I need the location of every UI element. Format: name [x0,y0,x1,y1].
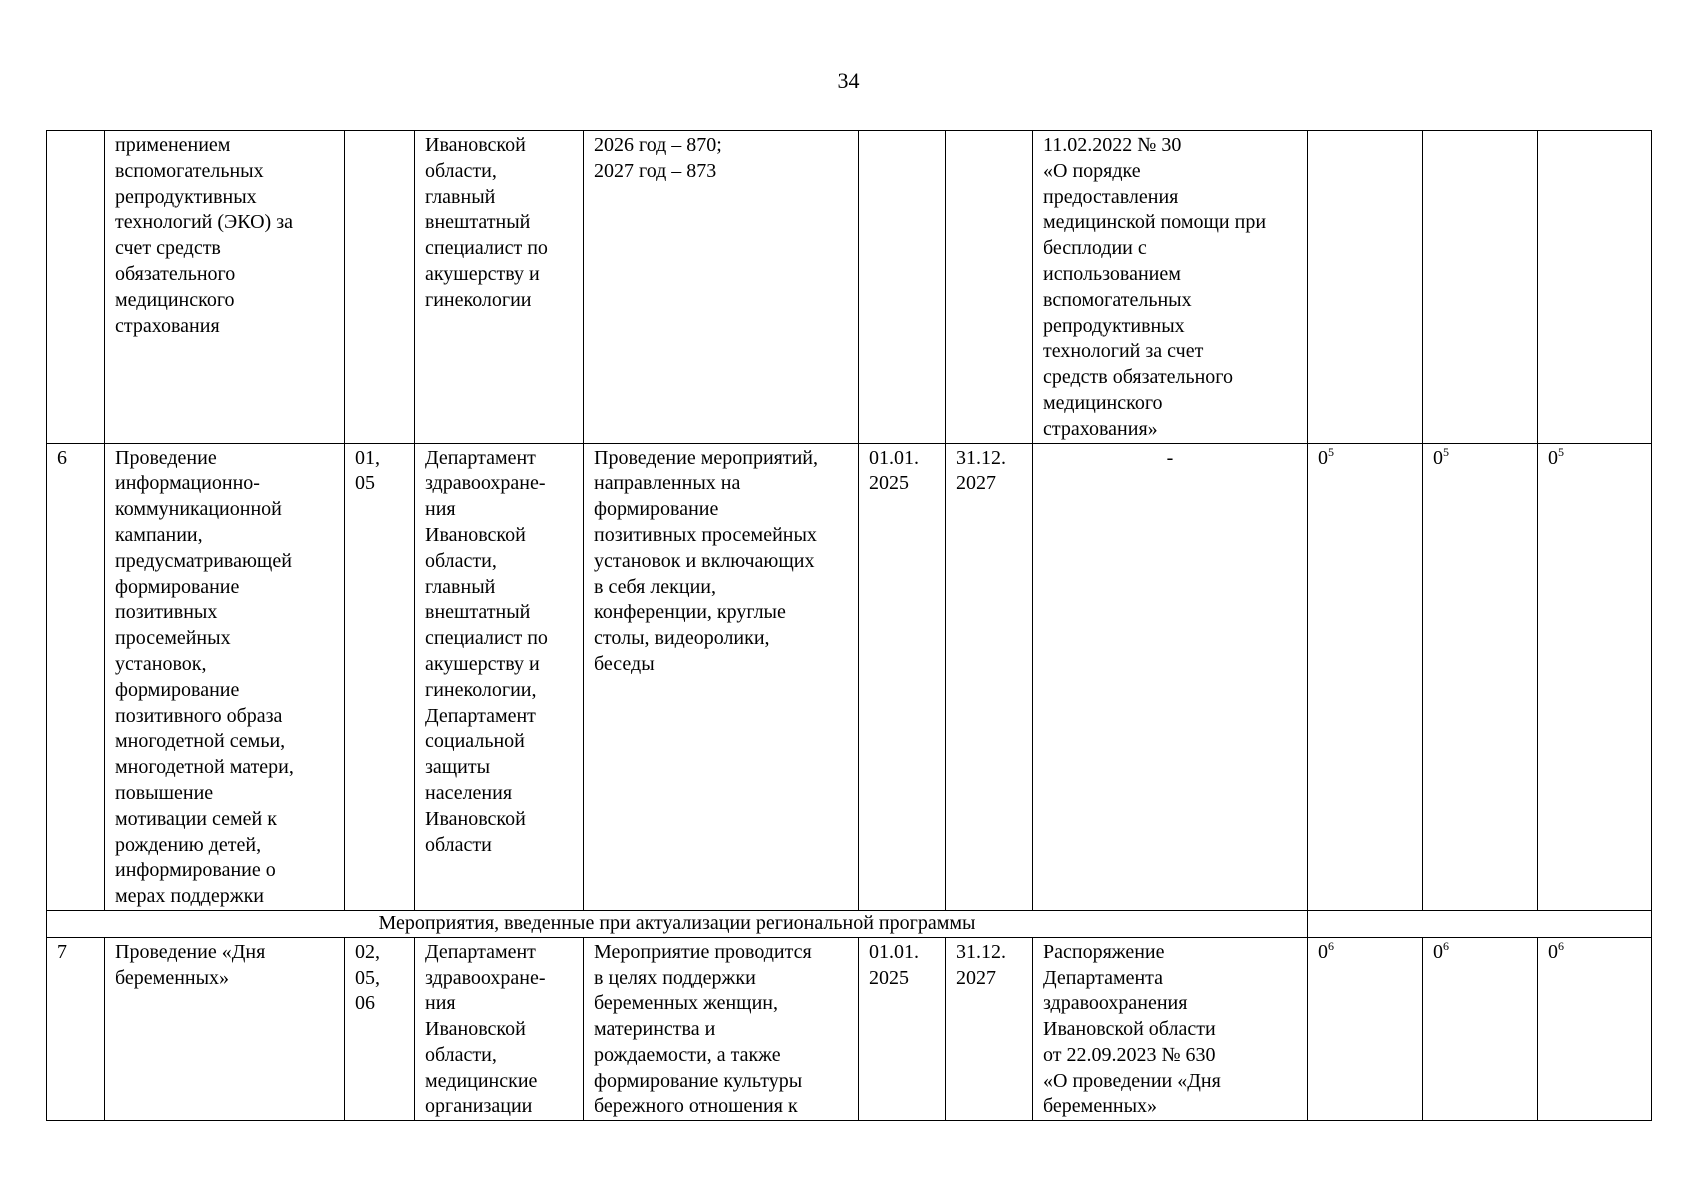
executor-cell: Департамент здравоохране- ния Ивановской области, главный внештатный специалист по акушерству и гинекологии, Департамент социальной защиты населения Ивановской области [415,443,584,910]
value-cell-3 [1538,131,1652,444]
section-header-row [47,910,1652,937]
value: 0 [1548,446,1558,469]
value-cell-1 [1308,131,1423,444]
footnote-mark: 5 [1328,444,1334,459]
value-cell-2 [1423,937,1538,1121]
value-cell-3 [1538,443,1652,910]
description-cell: Мероприятие проводится в целях поддержки беременных женщин, материнства и рождаемости, а также формирование культуры бережного отношения к [584,937,859,1121]
measure-name-cell: применением вспомогательных репродуктивных технологий (ЭКО) за счет средств обязательного медицинского страхования [105,131,345,444]
value-cell-1 [1308,443,1423,910]
executor-cell: Департамент здравоохране- ния Ивановской области, медицинские организации [415,937,584,1121]
value: 0 [1433,446,1443,469]
value: 0 [1433,940,1443,963]
row-number-cell [47,131,105,444]
task-codes-cell [345,131,415,444]
executor-cell: Ивановской области, главный внештатный специалист по акушерству и гинекологии [415,131,584,444]
end-date-cell: 31.12. 2027 [946,443,1033,910]
end-date-cell [946,131,1033,444]
footnote-mark: 6 [1328,938,1334,953]
value-cell-2 [1423,443,1538,910]
end-date-cell: 31.12. 2027 [946,937,1033,1121]
task-codes-cell: 02, 05, 06 [345,937,415,1121]
legal-document-cell: 11.02.2022 № 30 «О порядке предоставления медицинской помощи при бесплодии с использованием вспомогательных репродуктивных технологий за счет средств обязательного медицинского страхования» [1033,131,1308,444]
measures-table [46,130,1652,1121]
measure-name-cell: Проведение информационно- коммуникационной кампании, предусматривающей формирование позитивных просемейных установок, формирование позитивного образа многодетной семьи, многодетной матери, повышение мотивации семей к рождению детей, информирование о мерах поддержки [105,443,345,910]
description-cell: 2026 год – 870; 2027 год – 873 [584,131,859,444]
footnote-mark: 5 [1443,444,1449,459]
value-cell-2 [1423,131,1538,444]
section-empty-cell [1308,910,1652,937]
start-date-cell [859,131,946,444]
legal-document-cell: Распоряжение Департамента здравоохранения Ивановской области от 22.09.2023 № 630 «О проведении «Дня беременных» [1033,937,1308,1121]
footnote-mark: 6 [1443,938,1449,953]
value-cell-1 [1308,937,1423,1121]
row-number-cell: 6 [47,443,105,910]
start-date-cell: 01.01. 2025 [859,937,946,1121]
legal-document-cell: - [1033,443,1308,910]
value-cell-3 [1538,937,1652,1121]
footnote-mark: 6 [1558,938,1564,953]
value: 0 [1318,940,1328,963]
section-title: Мероприятия, введенные при актуализации региональной программы [47,910,1308,937]
row-number-cell: 7 [47,937,105,1121]
page-number: 34 [837,68,860,93]
table-row [47,131,1652,444]
description-cell: Проведение мероприятий, направленных на формирование позитивных просемейных установок и включающих в себя лекции, конференции, круглые столы, видеоролики, беседы [584,443,859,910]
value: 0 [1318,446,1328,469]
footnote-mark: 5 [1558,444,1564,459]
table-row [47,443,1652,910]
value: 0 [1548,940,1558,963]
measure-name-cell: Проведение «Дня беременных» [105,937,345,1121]
table-row [47,937,1652,1121]
task-codes-cell: 01, 05 [345,443,415,910]
start-date-cell: 01.01. 2025 [859,443,946,910]
